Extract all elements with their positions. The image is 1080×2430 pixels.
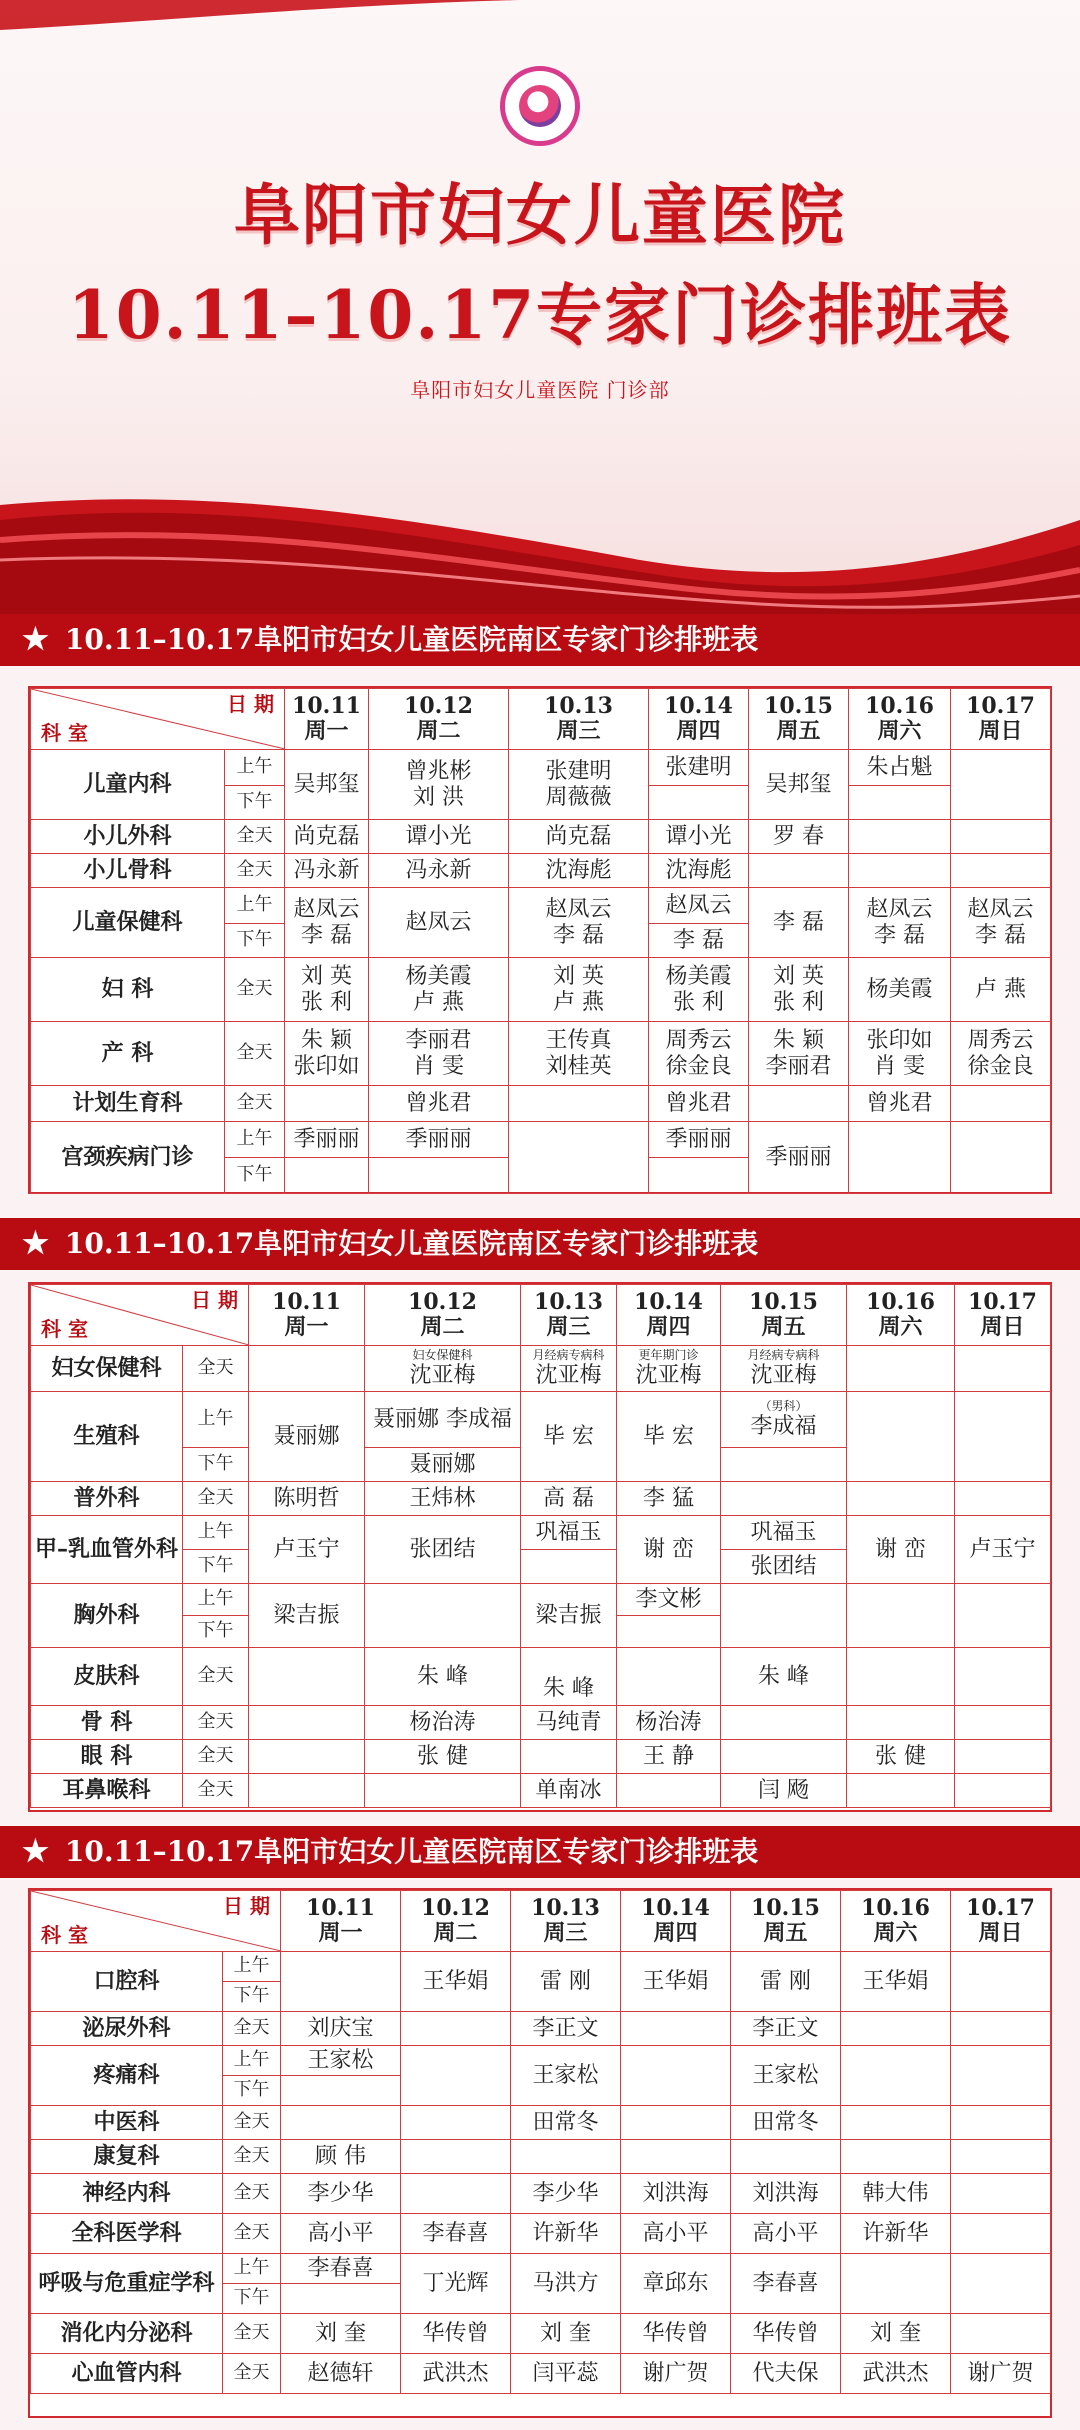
schedule-cell (955, 1482, 1051, 1516)
schedule-cell (621, 2012, 731, 2046)
schedule-cell: 刘 英 张 利 (285, 958, 369, 1022)
schedule-table-1: 日 期 科 室 10.11 周一 10.12 周二 10.13 周三 10.14 周四 10.15 周五 10.16 周六 10.17 周日 儿童内科 上午 吴邦玺 曾兆彬 刘 洪 张建明 周薇薇 张建明 吴邦玺 朱占魁 下午 小儿外科 全天 尚克磊 谭小光 尚克磊 谭小光 罗 春 小儿骨科 全天 冯永新 冯永新 沈海彪 沈海彪 儿童保健科 上午 赵凤云 李 磊 赵凤云 赵凤云 李 磊 赵凤云 李 磊 赵凤云 李 磊 赵凤云 李 磊 下午 李 磊 妇 科 全天 刘 英 张 利 杨美霞 卢 燕 刘 英 卢 燕 杨美霞 张 利 刘 英 张 利 杨美霞 卢 燕 产 科 全天 朱 颖 张印如 李丽君 肖 雯 王传真 刘桂英 周秀云 徐金良 朱 颖 李丽君 张印如 肖 雯 周秀云 徐金良 计划生育科 全天 曾兆君 曾兆君 曾兆君 宫颈疾病门诊 上午 季丽丽 季丽丽 季丽丽 季丽丽 下午 (28, 686, 1052, 1194)
schedule-cell (281, 2106, 401, 2140)
schedule-cell (721, 1706, 847, 1740)
schedule-cell (721, 1584, 847, 1648)
table-corner-header: 日 期 科 室 (31, 1285, 249, 1346)
schedule-cell: 赵凤云 李 磊 (849, 888, 951, 958)
day-header-thu: 10.14 周四 (621, 1891, 731, 1952)
schedule-cell: 许新华 (511, 2214, 621, 2254)
schedule-cell: 王华娟 (401, 1952, 511, 2012)
schedule-cell: 谭小光 (369, 820, 509, 854)
dept-name: 骨 科 (31, 1706, 183, 1740)
schedule-cell: 刘 奎 (511, 2314, 621, 2354)
schedule-cell (649, 786, 749, 820)
schedule-cell: 李正文 (731, 2012, 841, 2046)
dept-name: 神经内科 (31, 2174, 223, 2214)
schedule-cell (509, 1086, 649, 1122)
schedule-cell (285, 1086, 369, 1122)
schedule-cell (249, 1740, 365, 1774)
schedule-cell: 卢玉宁 (249, 1516, 365, 1584)
schedule-cell (847, 1648, 955, 1706)
schedule-cell: 韩大伟 (841, 2174, 951, 2214)
schedule-cell: 曾兆君 (649, 1086, 749, 1122)
day-header-thu: 10.14 周四 (649, 689, 749, 750)
schedule-cell (955, 1584, 1051, 1648)
schedule-cell: 卢 燕 (951, 958, 1051, 1022)
schedule-table-2: 日 期 科 室 10.11 周一 10.12 周二 10.13 周三 10.14 周四 10.15 周五 10.16 周六 10.17 周日 妇女保健科 全天 妇女保健科 沈亚梅 月经病专病科 沈亚梅 更年期门诊 沈亚梅 月经病专病科 沈亚梅 生殖科 上午 聂丽娜 聂丽娜 李成福 毕 宏 毕 宏 （男科） 李成福 下午 聂丽娜 普外科 全天 陈明哲 王炜林 高 磊 李 猛 甲–乳血管外科 上午 卢玉宁 张团结 巩福玉 谢 峦 巩福玉 谢 峦 卢玉宁 下午 张团结 胸外科 上午 梁吉振 梁吉振 李文彬 下午 皮肤科 全天 朱 峰 朱 峰 朱 峰 骨 科 全天 杨治涛 马纯青 杨治涛 眼 科 全天 张 健 王 静 张 健 耳鼻喉科 全天 单南冰 闫 飏 (28, 1282, 1052, 1812)
schedule-cell: 马洪方 (511, 2254, 621, 2314)
schedule-cell: 王家松 (731, 2046, 841, 2106)
schedule-cell: 巩福玉 (721, 1516, 847, 1550)
schedule-cell (847, 1584, 955, 1648)
schedule-cell (951, 2106, 1051, 2140)
schedule-cell (281, 2284, 401, 2314)
schedule-cell: 田常冬 (511, 2106, 621, 2140)
schedule-cell (617, 1774, 721, 1808)
day-header-sun: 10.17 周日 (951, 689, 1051, 750)
schedule-cell: 朱占魁 (849, 750, 951, 786)
day-header-tue: 10.12 周二 (365, 1285, 521, 1346)
schedule-cell: 赵德轩 (281, 2354, 401, 2394)
schedule-cell: 杨美霞 卢 燕 (369, 958, 509, 1022)
schedule-cell: 雷 刚 (731, 1952, 841, 2012)
schedule-cell: 朱 峰 (365, 1648, 521, 1706)
schedule-cell: 华传曾 (621, 2314, 731, 2354)
schedule-cell: 武洪杰 (841, 2354, 951, 2394)
schedule-cell: 李春喜 (281, 2254, 401, 2284)
schedule-cell: 梁吉振 (249, 1584, 365, 1648)
schedule-cell (955, 1346, 1051, 1392)
schedule-cell: 高小平 (731, 2214, 841, 2254)
schedule-cell: 高 磊 (521, 1482, 617, 1516)
schedule-cell: 月经病专病科 沈亚梅 (721, 1346, 847, 1392)
schedule-cell (749, 1086, 849, 1122)
schedule-cell: 聂丽娜 (249, 1392, 365, 1482)
schedule-cell: 李丽君 肖 雯 (369, 1022, 509, 1086)
schedule-cell (847, 1346, 955, 1392)
schedule-cell (951, 1952, 1051, 2012)
schedule-cell: 单南冰 (521, 1774, 617, 1808)
schedule-cell: 张 健 (365, 1740, 521, 1774)
dept-name: 呼吸与危重症学科 (31, 2254, 223, 2314)
dept-name: 疼痛科 (31, 2046, 223, 2106)
schedule-cell (621, 2106, 731, 2140)
schedule-cell: 冯永新 (369, 854, 509, 888)
schedule-cell: 谢广贺 (951, 2354, 1051, 2394)
schedule-cell (249, 1706, 365, 1740)
schedule-cell (951, 2140, 1051, 2174)
schedule-cell (847, 1392, 955, 1482)
schedule-cell (841, 2106, 951, 2140)
schedule-cell (955, 1706, 1051, 1740)
schedule-cell (849, 854, 951, 888)
schedule-cell: 刘 奎 (281, 2314, 401, 2354)
star-icon: ★ (22, 1834, 49, 1869)
schedule-cell: 刘 英 卢 燕 (509, 958, 649, 1022)
schedule-cell (281, 2076, 401, 2106)
schedule-cell (721, 1740, 847, 1774)
dept-name: 生殖科 (31, 1392, 183, 1482)
schedule-cell: 更年期门诊 沈亚梅 (617, 1346, 721, 1392)
hospital-logo-icon (500, 66, 580, 146)
schedule-cell: 赵凤云 (369, 888, 509, 958)
schedule-cell: 毕 宏 (521, 1392, 617, 1482)
schedule-cell (649, 1158, 749, 1194)
schedule-cell: 妇女保健科 沈亚梅 (365, 1346, 521, 1392)
dept-name: 妇 科 (31, 958, 225, 1022)
schedule-cell: 杨治涛 (365, 1706, 521, 1740)
schedule-cell: 闫平蕊 (511, 2354, 621, 2394)
table-corner-header: 日 期 科 室 (31, 689, 285, 750)
day-header-mon: 10.11 周一 (249, 1285, 365, 1346)
schedule-cell (849, 786, 951, 820)
schedule-cell (249, 1774, 365, 1808)
schedule-cell: 曾兆彬 刘 洪 (369, 750, 509, 820)
schedule-cell (401, 2174, 511, 2214)
schedule-cell: 杨美霞 张 利 (649, 958, 749, 1022)
schedule-cell: 朱 峰 (721, 1648, 847, 1706)
schedule-cell: 李 猛 (617, 1482, 721, 1516)
schedule-cell (511, 2140, 621, 2174)
schedule-cell: 李正文 (511, 2012, 621, 2046)
schedule-cell: 丁光辉 (401, 2254, 511, 2314)
schedule-cell: （男科） 李成福 (721, 1392, 847, 1448)
schedule-cell: 沈海彪 (509, 854, 649, 888)
schedule-cell (285, 1158, 369, 1194)
schedule-cell: 曾兆君 (369, 1086, 509, 1122)
schedule-cell (955, 1774, 1051, 1808)
schedule-cell: 朱 颖 李丽君 (749, 1022, 849, 1086)
day-header-sun: 10.17 周日 (951, 1891, 1051, 1952)
dept-name: 计划生育科 (31, 1086, 225, 1122)
schedule-cell (951, 820, 1051, 854)
day-header-fri: 10.15 周五 (731, 1891, 841, 1952)
schedule-cell (841, 2012, 951, 2046)
schedule-cell: 谭小光 (649, 820, 749, 854)
schedule-cell (249, 1648, 365, 1706)
day-header-wed: 10.13 周三 (509, 689, 649, 750)
dept-name: 消化内分泌科 (31, 2314, 223, 2354)
schedule-cell: 卢玉宁 (955, 1516, 1051, 1584)
page-subtitle-date-range: 10.11–10.17专家门诊排班表 (67, 276, 1013, 354)
schedule-cell: 王华娟 (621, 1952, 731, 2012)
dept-name: 妇女保健科 (31, 1346, 183, 1392)
schedule-cell: 张团结 (721, 1550, 847, 1584)
schedule-cell: 李 磊 (749, 888, 849, 958)
schedule-cell (365, 1774, 521, 1808)
page-title: 阜阳市妇女儿童医院 (234, 176, 846, 254)
dept-name: 小儿外科 (31, 820, 225, 854)
section-banner-2: ★ 10.11–10.17阜阳市妇女儿童医院南区专家门诊排班表 (0, 1218, 1080, 1270)
schedule-cell: 赵凤云 (649, 888, 749, 924)
schedule-cell (955, 1648, 1051, 1706)
day-header-sun: 10.17 周日 (955, 1285, 1051, 1346)
schedule-cell: 赵凤云 李 磊 (509, 888, 649, 958)
schedule-cell: 尚克磊 (285, 820, 369, 854)
dept-name: 胸外科 (31, 1584, 183, 1648)
schedule-cell: 吴邦玺 (285, 750, 369, 820)
schedule-cell: 王炜林 (365, 1482, 521, 1516)
schedule-cell (401, 2106, 511, 2140)
schedule-cell (721, 1448, 847, 1482)
header-banner (0, 0, 1080, 620)
schedule-cell (401, 2140, 511, 2174)
schedule-cell (951, 2174, 1051, 2214)
schedule-cell: 刘 英 张 利 (749, 958, 849, 1022)
schedule-cell: 李少华 (511, 2174, 621, 2214)
schedule-cell: 马纯青 (521, 1706, 617, 1740)
schedule-cell: 刘 奎 (841, 2314, 951, 2354)
schedule-cell: 高小平 (281, 2214, 401, 2254)
dept-name: 儿童内科 (31, 750, 225, 820)
schedule-cell (951, 2254, 1051, 2314)
schedule-cell (617, 1648, 721, 1706)
schedule-cell: 王传真 刘桂英 (509, 1022, 649, 1086)
schedule-cell (841, 2254, 951, 2314)
dept-name: 全科医学科 (31, 2214, 223, 2254)
schedule-cell: 聂丽娜 (365, 1448, 521, 1482)
schedule-cell (849, 820, 951, 854)
schedule-cell: 季丽丽 (369, 1122, 509, 1158)
schedule-cell: 刘洪海 (621, 2174, 731, 2214)
dept-name: 儿童保健科 (31, 888, 225, 958)
schedule-cell (847, 1774, 955, 1808)
schedule-cell: 周秀云 徐金良 (951, 1022, 1051, 1086)
schedule-cell: 季丽丽 (749, 1122, 849, 1194)
schedule-cell: 张印如 肖 雯 (849, 1022, 951, 1086)
day-header-tue: 10.12 周二 (401, 1891, 511, 1952)
day-header-fri: 10.15 周五 (749, 689, 849, 750)
day-header-wed: 10.13 周三 (521, 1285, 617, 1346)
schedule-cell: 顾 伟 (281, 2140, 401, 2174)
schedule-cell (721, 1482, 847, 1516)
star-icon: ★ (22, 622, 49, 657)
day-header-tue: 10.12 周二 (369, 689, 509, 750)
schedule-cell (841, 2140, 951, 2174)
schedule-cell (401, 2046, 511, 2106)
dept-name: 普外科 (31, 1482, 183, 1516)
schedule-cell: 武洪杰 (401, 2354, 511, 2394)
schedule-cell (365, 1584, 521, 1648)
schedule-cell (617, 1616, 721, 1648)
schedule-cell (509, 1122, 649, 1194)
schedule-cell: 谢 峦 (617, 1516, 721, 1584)
schedule-cell: 罗 春 (749, 820, 849, 854)
schedule-cell (955, 1392, 1051, 1482)
schedule-cell: 李春喜 (401, 2214, 511, 2254)
day-header-fri: 10.15 周五 (721, 1285, 847, 1346)
schedule-cell (951, 854, 1051, 888)
schedule-cell: 梁吉振 (521, 1584, 617, 1648)
schedule-cell (951, 1086, 1051, 1122)
schedule-table-3: 日 期 科 室 10.11 周一 10.12 周二 10.13 周三 10.14 周四 10.15 周五 10.16 周六 10.17 周日 口腔科 上午 王华娟 雷 刚 王华娟 雷 刚 王华娟 下午 泌尿外科 全天 刘庆宝 李正文 李正文 疼痛科 上午 王家松 王家松 王家松 下午 中医科 全天 田常冬 田常冬 康复科 全天 顾 伟 神经内科 全天 李少华 李少华 刘洪海 刘洪海 韩大伟 全科医学科 全天 高小平 李春喜 许新华 高小平 高小平 许新华 呼吸与危重症学科 上午 李春喜 丁光辉 马洪方 章邱东 李春喜 下午 消化内分泌科 全天 刘 奎 华传曾 刘 奎 华传曾 华传曾 刘 奎 心血管内科 全天 赵德轩 武洪杰 闫平蕊 谢广贺 代夫保 武洪杰 谢广贺 (28, 1888, 1052, 2418)
schedule-cell (849, 1122, 951, 1194)
schedule-cell: 巩福玉 (521, 1516, 617, 1550)
schedule-cell: 月经病专病科 沈亚梅 (521, 1346, 617, 1392)
schedule-cell: 刘洪海 (731, 2174, 841, 2214)
schedule-cell (749, 854, 849, 888)
schedule-cell: 王家松 (511, 2046, 621, 2106)
schedule-cell: 张团结 (365, 1516, 521, 1584)
schedule-cell: 谢 峦 (847, 1516, 955, 1584)
schedule-cell: 张 健 (847, 1740, 955, 1774)
schedule-cell (951, 1122, 1051, 1194)
schedule-cell: 毕 宏 (617, 1392, 721, 1482)
day-header-sat: 10.16 周六 (841, 1891, 951, 1952)
schedule-cell: 李春喜 (731, 2254, 841, 2314)
schedule-cell: 雷 刚 (511, 1952, 621, 2012)
schedule-cell: 王家松 (281, 2046, 401, 2076)
schedule-cell: 许新华 (841, 2214, 951, 2254)
schedule-cell: 李少华 (281, 2174, 401, 2214)
section-banner-3: ★ 10.11–10.17阜阳市妇女儿童医院南区专家门诊排班表 (0, 1826, 1080, 1878)
schedule-cell: 季丽丽 (285, 1122, 369, 1158)
dept-name: 心血管内科 (31, 2354, 223, 2394)
schedule-cell (951, 2214, 1051, 2254)
schedule-cell (951, 2314, 1051, 2354)
schedule-cell: 王华娟 (841, 1952, 951, 2012)
schedule-cell: 赵凤云 李 磊 (285, 888, 369, 958)
schedule-cell: 张建明 周薇薇 (509, 750, 649, 820)
schedule-cell (249, 1346, 365, 1392)
schedule-cell: 李文彬 (617, 1584, 721, 1616)
day-header-sat: 10.16 周六 (847, 1285, 955, 1346)
day-header-mon: 10.11 周一 (281, 1891, 401, 1952)
schedule-cell (401, 2012, 511, 2046)
schedule-cell: 曾兆君 (849, 1086, 951, 1122)
table-corner-header: 日 期 科 室 (31, 1891, 281, 1952)
schedule-cell: 华传曾 (731, 2314, 841, 2354)
schedule-cell (521, 1550, 617, 1584)
dept-name: 康复科 (31, 2140, 223, 2174)
dept-name: 眼 科 (31, 1740, 183, 1774)
schedule-cell: 冯永新 (285, 854, 369, 888)
schedule-cell (951, 2012, 1051, 2046)
schedule-cell (621, 2140, 731, 2174)
schedule-cell: 尚克磊 (509, 820, 649, 854)
schedule-cell (951, 750, 1051, 820)
schedule-cell (521, 1740, 617, 1774)
day-header-wed: 10.13 周三 (511, 1891, 621, 1952)
schedule-cell (847, 1482, 955, 1516)
dept-name: 宫颈疾病门诊 (31, 1122, 225, 1194)
schedule-cell: 李 磊 (649, 924, 749, 958)
dept-name: 中医科 (31, 2106, 223, 2140)
schedule-cell: 聂丽娜 李成福 (365, 1392, 521, 1448)
schedule-cell: 杨治涛 (617, 1706, 721, 1740)
dept-name: 甲–乳血管外科 (31, 1516, 183, 1584)
department-caption: 阜阳市妇女儿童医院 门诊部 (410, 378, 670, 402)
dept-name: 小儿骨科 (31, 854, 225, 888)
schedule-cell: 谢广贺 (621, 2354, 731, 2394)
schedule-cell (847, 1706, 955, 1740)
schedule-cell: 代夫保 (731, 2354, 841, 2394)
schedule-cell: 赵凤云 李 磊 (951, 888, 1051, 958)
schedule-cell (281, 1952, 401, 2012)
schedule-cell (955, 1740, 1051, 1774)
schedule-cell: 华传曾 (401, 2314, 511, 2354)
schedule-cell: 沈海彪 (649, 854, 749, 888)
schedule-cell (731, 2140, 841, 2174)
schedule-cell: 朱 峰 (521, 1648, 617, 1706)
day-header-mon: 10.11 周一 (285, 689, 369, 750)
schedule-cell: 杨美霞 (849, 958, 951, 1022)
schedule-cell: 周秀云 徐金良 (649, 1022, 749, 1086)
day-header-sat: 10.16 周六 (849, 689, 951, 750)
dept-name: 皮肤科 (31, 1648, 183, 1706)
star-icon: ★ (22, 1226, 49, 1261)
dept-name: 泌尿外科 (31, 2012, 223, 2046)
schedule-cell: 王 静 (617, 1740, 721, 1774)
dept-name: 口腔科 (31, 1952, 223, 2012)
schedule-cell: 闫 飏 (721, 1774, 847, 1808)
schedule-cell: 季丽丽 (649, 1122, 749, 1158)
section-banner-1: ★ 10.11–10.17阜阳市妇女儿童医院南区专家门诊排班表 (0, 614, 1080, 666)
schedule-cell: 陈明哲 (249, 1482, 365, 1516)
schedule-cell: 田常冬 (731, 2106, 841, 2140)
schedule-cell (369, 1158, 509, 1194)
schedule-cell (951, 2046, 1051, 2106)
schedule-cell (841, 2046, 951, 2106)
schedule-cell: 朱 颖 张印如 (285, 1022, 369, 1086)
schedule-cell: 吴邦玺 (749, 750, 849, 820)
schedule-cell (621, 2046, 731, 2106)
schedule-cell: 刘庆宝 (281, 2012, 401, 2046)
dept-name: 耳鼻喉科 (31, 1774, 183, 1808)
schedule-cell: 高小平 (621, 2214, 731, 2254)
schedule-cell: 章邱东 (621, 2254, 731, 2314)
dept-name: 产 科 (31, 1022, 225, 1086)
schedule-cell: 张建明 (649, 750, 749, 786)
day-header-thu: 10.14 周四 (617, 1285, 721, 1346)
